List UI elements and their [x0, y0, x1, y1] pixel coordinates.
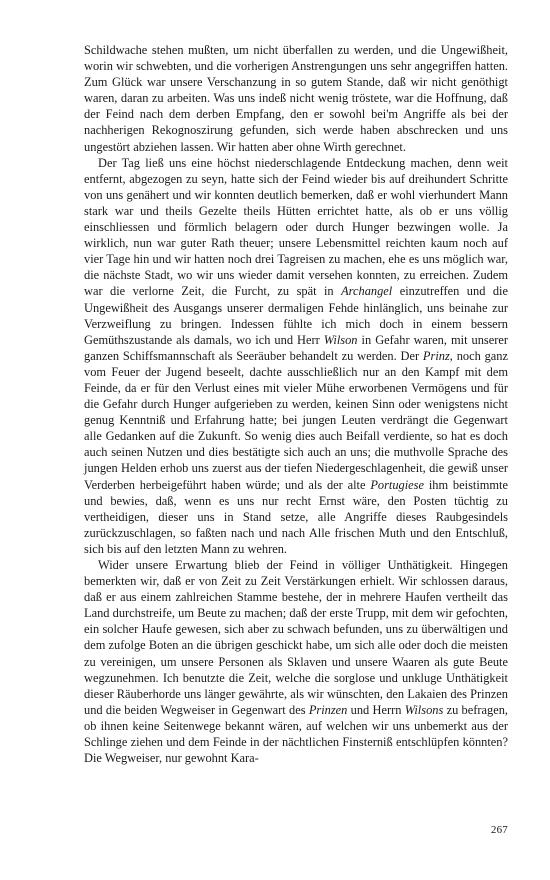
- page-number: 267: [490, 824, 508, 836]
- italic-text: Prinz: [422, 348, 450, 363]
- text-run: Wider unsere Erwartung blieb der Feind in völliger Unthätigkeit. Hingegen bemerkten wir, daß er von Zeit zu Zeit Verstärkungen erhielt. Wir schlossen daraus, daß er aus einem zahlreichen Stamme bestehe, der in mehrere Haufen vertheilt das Land durchstreife, um Beute zu machen; daß der erste Trupp, mit dem wir gefochten, ein solcher Haufe gewesen, sich aber zu schwach befunden, uns zu überwältigen und dem zufolge Boten an die übrigen geschickt habe, um sich alle oder doch die meisten zu vereinigen, um unsere Personen als Sklaven und unsere Waaren als gute Beute wegzunehmen. Ich benutzte die Zeit, welche die sorglose und unkluge Unthätigkeit dieser Räuberhorde uns länger gewährte, als wir wünschten, den Lakaien des Prinzen und die beiden Wegweiser in Gegenwart des: [84, 558, 508, 717]
- italic-text: Archangel: [341, 284, 393, 299]
- italic-text: Portugiese: [370, 477, 424, 492]
- italic-text: Wilsons: [404, 702, 444, 717]
- text-run: zu befragen, ob ihnen keine Seitenwege bekannt wären, auf welchen wir uns unbemerkt aus der Schlinge ziehen und dem Feinde in der nächtlichen Finsterniß entschlüpfen könnten? Die Wegweiser, nur gewohnt Kara-: [84, 702, 508, 766]
- text-run: einzutreffen und die Ungewißheit des Ausgangs unserer dermaligen Fehde hinlänglich, uns beinahe zur Verzweiflung zu bringen. Indessen fühlte ich mich doch in einem bessern Gemüthszustande als damals, wo ich und Herr: [84, 284, 508, 347]
- text-run: Schildwache stehen mußten, um nicht überfallen zu werden, und die Ungewißheit, worin wir schwebten, und die vorherigen Anstrengungen uns sehr angegriffen hatten. Zum Glück war unsere Verschanzung in so gutem Stande, daß wir nicht genöthigt waren, daran zu arbeiten. Was uns indeß nicht wenig tröstete, war die Hoffnung, daß der Feind nach dem derben Empfang, den er sowohl bei'm Angriffe als bei der nachherigen Rekognoszirung gefunden, sich werde haben abschrecken und uns ungestört abziehen lassen. Wir hatten aber ohne Wirth gerechnet.: [84, 43, 508, 154]
- paragraph-3: [84, 557, 508, 766]
- italic-text: Wilson: [323, 332, 358, 347]
- text-run: und Herrn: [347, 702, 405, 717]
- text-run: ihm beistimmte und bewies, daß, wenn es uns nur recht Ernst wäre, den Posten tüchtig zu vertheidigen, dieser uns in Stand setze, alle Angriffe dieses Raubgesindels zurückzuschlagen, so faßten nach und nach Alle frischen Muth und den Entschluß, sich bis auf den letzten Mann zu wehren.: [84, 477, 508, 556]
- paragraph-2: [84, 155, 508, 557]
- paragraph-1: [84, 42, 508, 155]
- italic-text: Prinzen: [308, 702, 348, 717]
- text-run: , noch ganz vom Feuer der Jugend beseelt, dachte ausschließlich nur an den Kampf mit dem Feinde, da er für den Verlust eines mit vieler Mühe erworbenen Vermögens und für die Gefahr durch Hunger aufgerieben zu werden, keinen Sinn oder wenigstens nicht genug Kenntniß und Erfahrung hatte; bei jungen Leuten verdrängt die Gegenwart alle Gedanken auf die Zukunft. So wenig dies auch Beifall verdiente, so hat es doch auch seinen Nutzen und dies bestätigte sich auch an uns; die muthvolle Sprache des jungen Helden erhob uns zuerst aus der tiefen Niedergeschlagenheit, die gewiß unser Verderben herbeigeführt haben würde; und als der alte: [84, 348, 508, 492]
- text-run: in Gefahr waren, mit unserer ganzen Schiffsmannschaft als Seeräuber behandelt zu werden. Der: [84, 332, 508, 363]
- body-text: [84, 42, 508, 766]
- text-run: Der Tag ließ uns eine höchst niederschlagende Entdeckung machen, denn weit entfernt, abgezogen zu seyn, hatte sich der Feind wieder bis auf dreihundert Schritte von uns genähert und wir konnten deutlich bemerken, daß er wohl vierhundert Mann stark war und theils Gezelte theils Hütten errichtet hatte, als ob er uns völlig einschliessen und förmlich belagern oder durch Hunger bezwingen wolle. Ja wirklich, nun war guter Rath theuer; unsere Lebensmittel reichten kaum noch auf vier Tage hin und wir hatten noch drei Tagreisen zu machen, ehe es uns möglich war, die nächste Stadt, wo wir uns wieder damit versehen konnten, zu erreichen. Zudem war die verlorne Zeit, die Furcht, zu spät in: [84, 155, 508, 299]
